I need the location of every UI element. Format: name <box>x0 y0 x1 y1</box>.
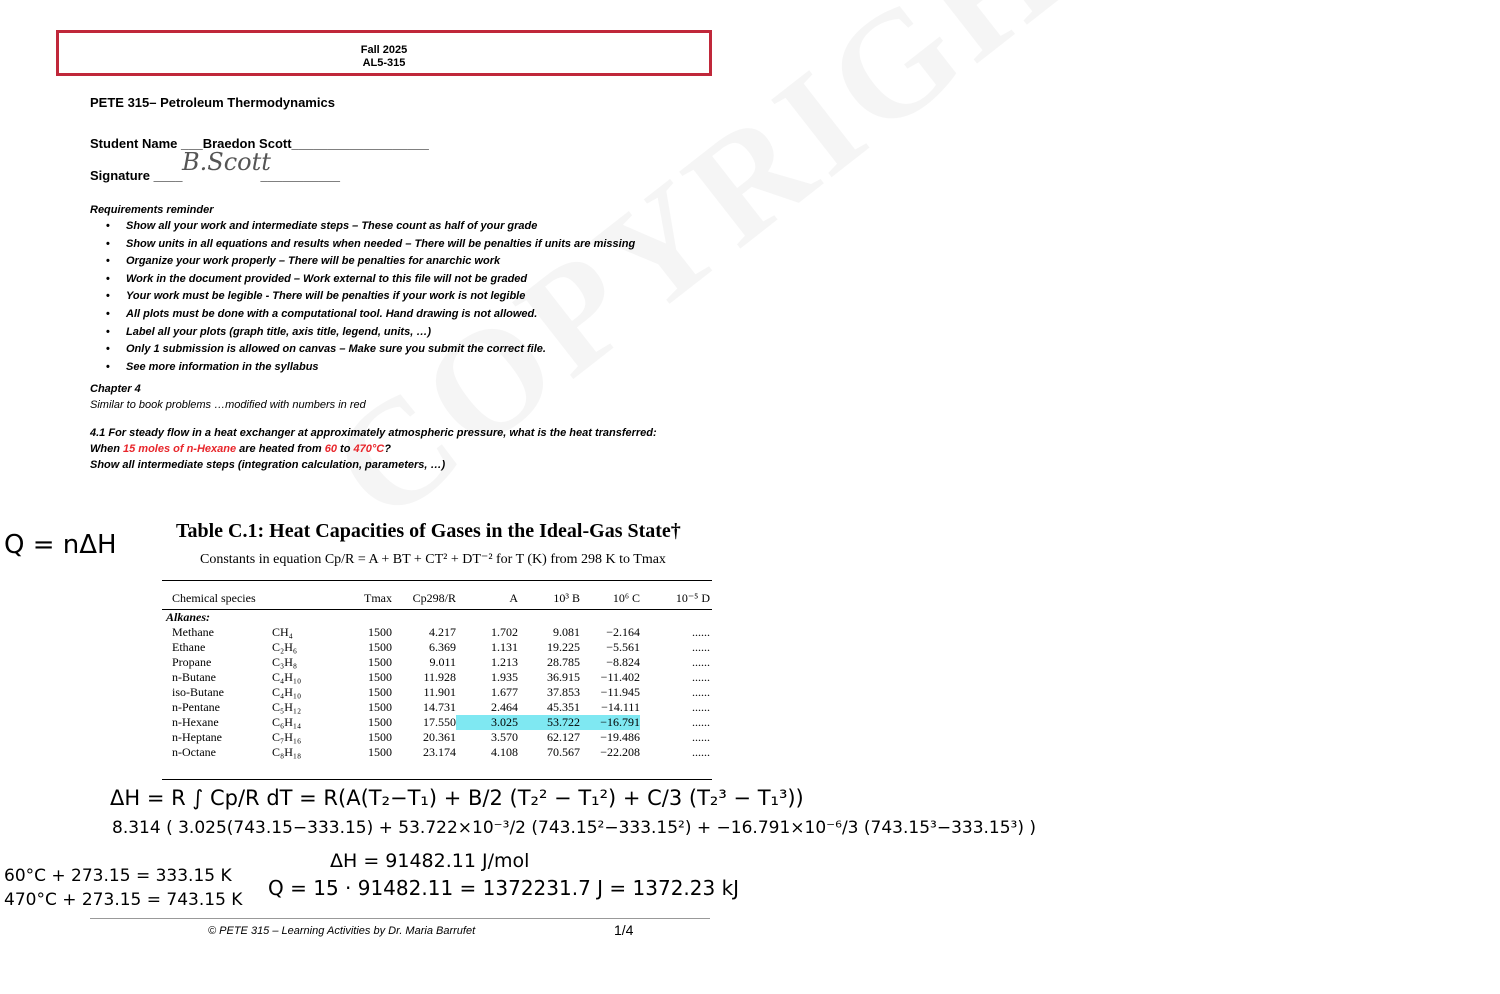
work-substitution-line: 8.314 ( 3.025(743.15−333.15) + 53.722×10⁻³/2 (743.15²−333.15²) + −16.791×10⁻⁶/3 (743.15³−333.15³) ) <box>112 818 1037 838</box>
header-cp: Cp298/R <box>412 590 456 605</box>
footer-rule <box>90 918 710 919</box>
cell-formula: C₃H₈ <box>272 655 298 669</box>
cell-tmax: 1500 <box>368 745 392 759</box>
header-b: 10³ B <box>553 590 580 605</box>
problem-statement <box>90 425 690 473</box>
cell-cp: 4.217 <box>429 625 456 639</box>
signature-label: Signature ____ <box>90 168 183 183</box>
requirement-item: • See more information in the syllabus <box>106 360 319 373</box>
cell-a: 1.935 <box>491 670 518 684</box>
table-row <box>166 670 710 685</box>
chapter-note: Similar to book problems …modified with numbers in red <box>90 399 366 411</box>
table-row <box>166 625 710 640</box>
handwritten-signature: B.Scott <box>182 148 271 176</box>
heat-capacity-table <box>166 586 710 760</box>
requirement-item: • Show units in all equations and results when needed – There will be penalties if units are missing <box>106 237 636 250</box>
work-result: Q = 15 · 91482.11 = 1372231.7 J = 1372.23 kJ <box>268 876 740 900</box>
table-row <box>166 700 710 715</box>
cell-cp: 20.361 <box>423 730 456 744</box>
cell-species: n-Butane <box>172 670 216 684</box>
work-t2: 470°C + 273.15 = 743.15 K <box>4 890 243 910</box>
work-t1: 60°C + 273.15 = 333.15 K <box>4 866 232 886</box>
header-room: AL5-315 <box>362 57 406 69</box>
cell-formula: CH₄ <box>272 625 293 639</box>
cell-c: −14.111 <box>601 700 640 714</box>
table-header-row <box>166 586 710 610</box>
cell-d: ...... <box>692 715 710 729</box>
cell-d: ...... <box>692 670 710 684</box>
cell-species: n-Heptane <box>172 730 222 744</box>
header-formula <box>272 586 332 610</box>
cell-tmax: 1500 <box>368 730 392 744</box>
header-tmax: Tmax <box>364 590 392 605</box>
group-label: Alkanes: <box>166 610 211 624</box>
problem-line-2: When 15 moles of n-Hexane are heated from 60 to 470°C? <box>90 443 391 455</box>
problem-line-1: 4.1 For steady flow in a heat exchanger at approximately atmospheric pressure, what is the heat transferred: <box>90 427 657 439</box>
cell-cp: 23.174 <box>423 745 456 759</box>
cell-cp: 11.928 <box>423 670 456 684</box>
student-name-line: Student Name ___Braedon Scott___________________ <box>90 136 429 151</box>
problem-line-3: Show all intermediate steps (integration calculation, parameters, …) <box>90 459 446 471</box>
table-rule-top <box>162 580 712 581</box>
header-box <box>56 30 712 76</box>
cell-b: 36.915 <box>547 670 580 684</box>
signature-underline: ___________ <box>260 168 341 183</box>
page-number: 1/4 <box>614 922 634 938</box>
table-row <box>166 685 710 700</box>
cell-d: ...... <box>692 700 710 714</box>
cell-formula: C₈H₁₈ <box>272 745 302 759</box>
requirement-item: • Work in the document provided – Work external to this file will not be graded <box>106 272 528 285</box>
requirements-list <box>106 218 635 376</box>
cell-d: ...... <box>692 685 710 699</box>
cell-c: −5.561 <box>606 640 640 654</box>
requirement-item: • Show all your work and intermediate steps – These count as half of your grade <box>106 220 538 232</box>
cell-d: ...... <box>692 640 710 654</box>
cell-c: −16.791 <box>580 715 640 730</box>
cell-a: 1.702 <box>491 625 518 639</box>
cell-b: 45.351 <box>547 700 580 714</box>
cell-species: Methane <box>172 625 214 639</box>
cell-tmax: 1500 <box>368 670 392 684</box>
cell-formula: C₂H₆ <box>272 640 298 654</box>
cell-d: ...... <box>692 730 710 744</box>
cell-a: 3.570 <box>491 730 518 744</box>
requirement-item: • Your work must be legible - There will be penalties if your work is not legible <box>106 290 526 303</box>
cell-c: −11.945 <box>600 685 640 699</box>
cell-c: −8.824 <box>606 655 640 669</box>
cell-cp: 6.369 <box>429 640 456 654</box>
work-delta-h: ΔH = 91482.11 J/mol <box>330 850 530 872</box>
table-title: Table C.1: Heat Capacities of Gases in the Ideal-Gas State† <box>176 520 681 542</box>
table-row <box>166 730 710 745</box>
cell-formula: C₇H₁₆ <box>272 730 302 744</box>
cell-tmax: 1500 <box>368 655 392 669</box>
header-a: A <box>509 590 518 605</box>
cell-b: 28.785 <box>547 655 580 669</box>
cell-c: −11.402 <box>600 670 640 684</box>
cell-cp: 9.011 <box>429 655 456 669</box>
table-rule-bottom <box>162 779 712 780</box>
cell-a: 1.131 <box>491 640 518 654</box>
cell-formula: C₆H₁₄ <box>272 715 302 729</box>
cell-b: 62.127 <box>547 730 580 744</box>
requirements-title: Requirements reminder <box>90 204 214 216</box>
cell-cp: 17.550 <box>423 715 456 729</box>
header-term: Fall 2025 <box>360 44 408 56</box>
cell-d: ...... <box>692 745 710 759</box>
cell-tmax: 1500 <box>368 640 392 654</box>
cell-d: ...... <box>692 625 710 639</box>
cell-c: −19.486 <box>600 730 640 744</box>
cell-tmax: 1500 <box>368 700 392 714</box>
cell-species: iso-Butane <box>172 685 224 699</box>
cell-d: ...... <box>692 655 710 669</box>
cell-species: n-Octane <box>172 745 216 759</box>
cell-formula: C₅H₁₂ <box>272 700 302 714</box>
table-row <box>166 640 710 655</box>
requirement-item: • Label all your plots (graph title, axis title, legend, units, …) <box>106 325 431 338</box>
cell-tmax: 1500 <box>368 625 392 639</box>
requirement-item: • All plots must be done with a computational tool. Hand drawing is not allowed. <box>106 307 538 320</box>
footer-text: © PETE 315 – Learning Activities by Dr. Maria Barrufet <box>208 925 476 937</box>
table-group-row <box>166 610 710 625</box>
cell-b: 19.225 <box>547 640 580 654</box>
cell-formula: C₄H₁₀ <box>272 670 302 684</box>
cell-a: 1.213 <box>491 655 518 669</box>
cell-a: 1.677 <box>491 685 518 699</box>
cell-species: n-Pentane <box>172 700 220 714</box>
cell-a: 4.108 <box>491 745 518 759</box>
handwritten-q-equation: Q = nΔH <box>4 530 117 560</box>
cell-b: 53.722 <box>518 715 580 730</box>
cell-species: Ethane <box>172 640 206 654</box>
course-title: PETE 315– Petroleum Thermodynamics <box>90 95 335 110</box>
cell-tmax: 1500 <box>368 715 392 729</box>
cell-cp: 11.901 <box>423 685 456 699</box>
cell-species: n-Hexane <box>172 715 219 729</box>
requirement-item: • Organize your work properly – There will be penalties for anarchic work <box>106 255 501 268</box>
table-row <box>166 715 710 730</box>
chapter-heading: Chapter 4 <box>90 383 141 395</box>
header-c: 10⁶ C <box>612 590 640 605</box>
table-row <box>166 655 710 670</box>
cell-species: Propane <box>172 655 212 669</box>
cell-a: 2.464 <box>491 700 518 714</box>
header-d: 10⁻⁵ D <box>675 590 710 605</box>
header-species: Chemical species <box>172 590 256 605</box>
cell-b: 70.567 <box>547 745 580 759</box>
cell-b: 37.853 <box>547 685 580 699</box>
requirement-item: • Only 1 submission is allowed on canvas – Make sure you submit the correct file. <box>106 343 546 356</box>
cell-c: −2.164 <box>606 625 640 639</box>
table-row <box>166 745 710 760</box>
cell-cp: 14.731 <box>423 700 456 714</box>
cell-formula: C₄H₁₀ <box>272 685 302 699</box>
cell-tmax: 1500 <box>368 685 392 699</box>
cell-b: 9.081 <box>553 625 580 639</box>
cell-c: −22.208 <box>600 745 640 759</box>
work-integral-line: ΔH = R ∫ Cp/R dT = R(A(T₂−T₁) + B/2 (T₂² − T₁²) + C/3 (T₂³ − T₁³)) <box>110 786 804 810</box>
cell-a: 3.025 <box>456 715 518 730</box>
table-subtitle: Constants in equation Cp/R = A + BT + CT² + DT⁻² for T (K) from 298 K to Tmax <box>200 552 666 567</box>
